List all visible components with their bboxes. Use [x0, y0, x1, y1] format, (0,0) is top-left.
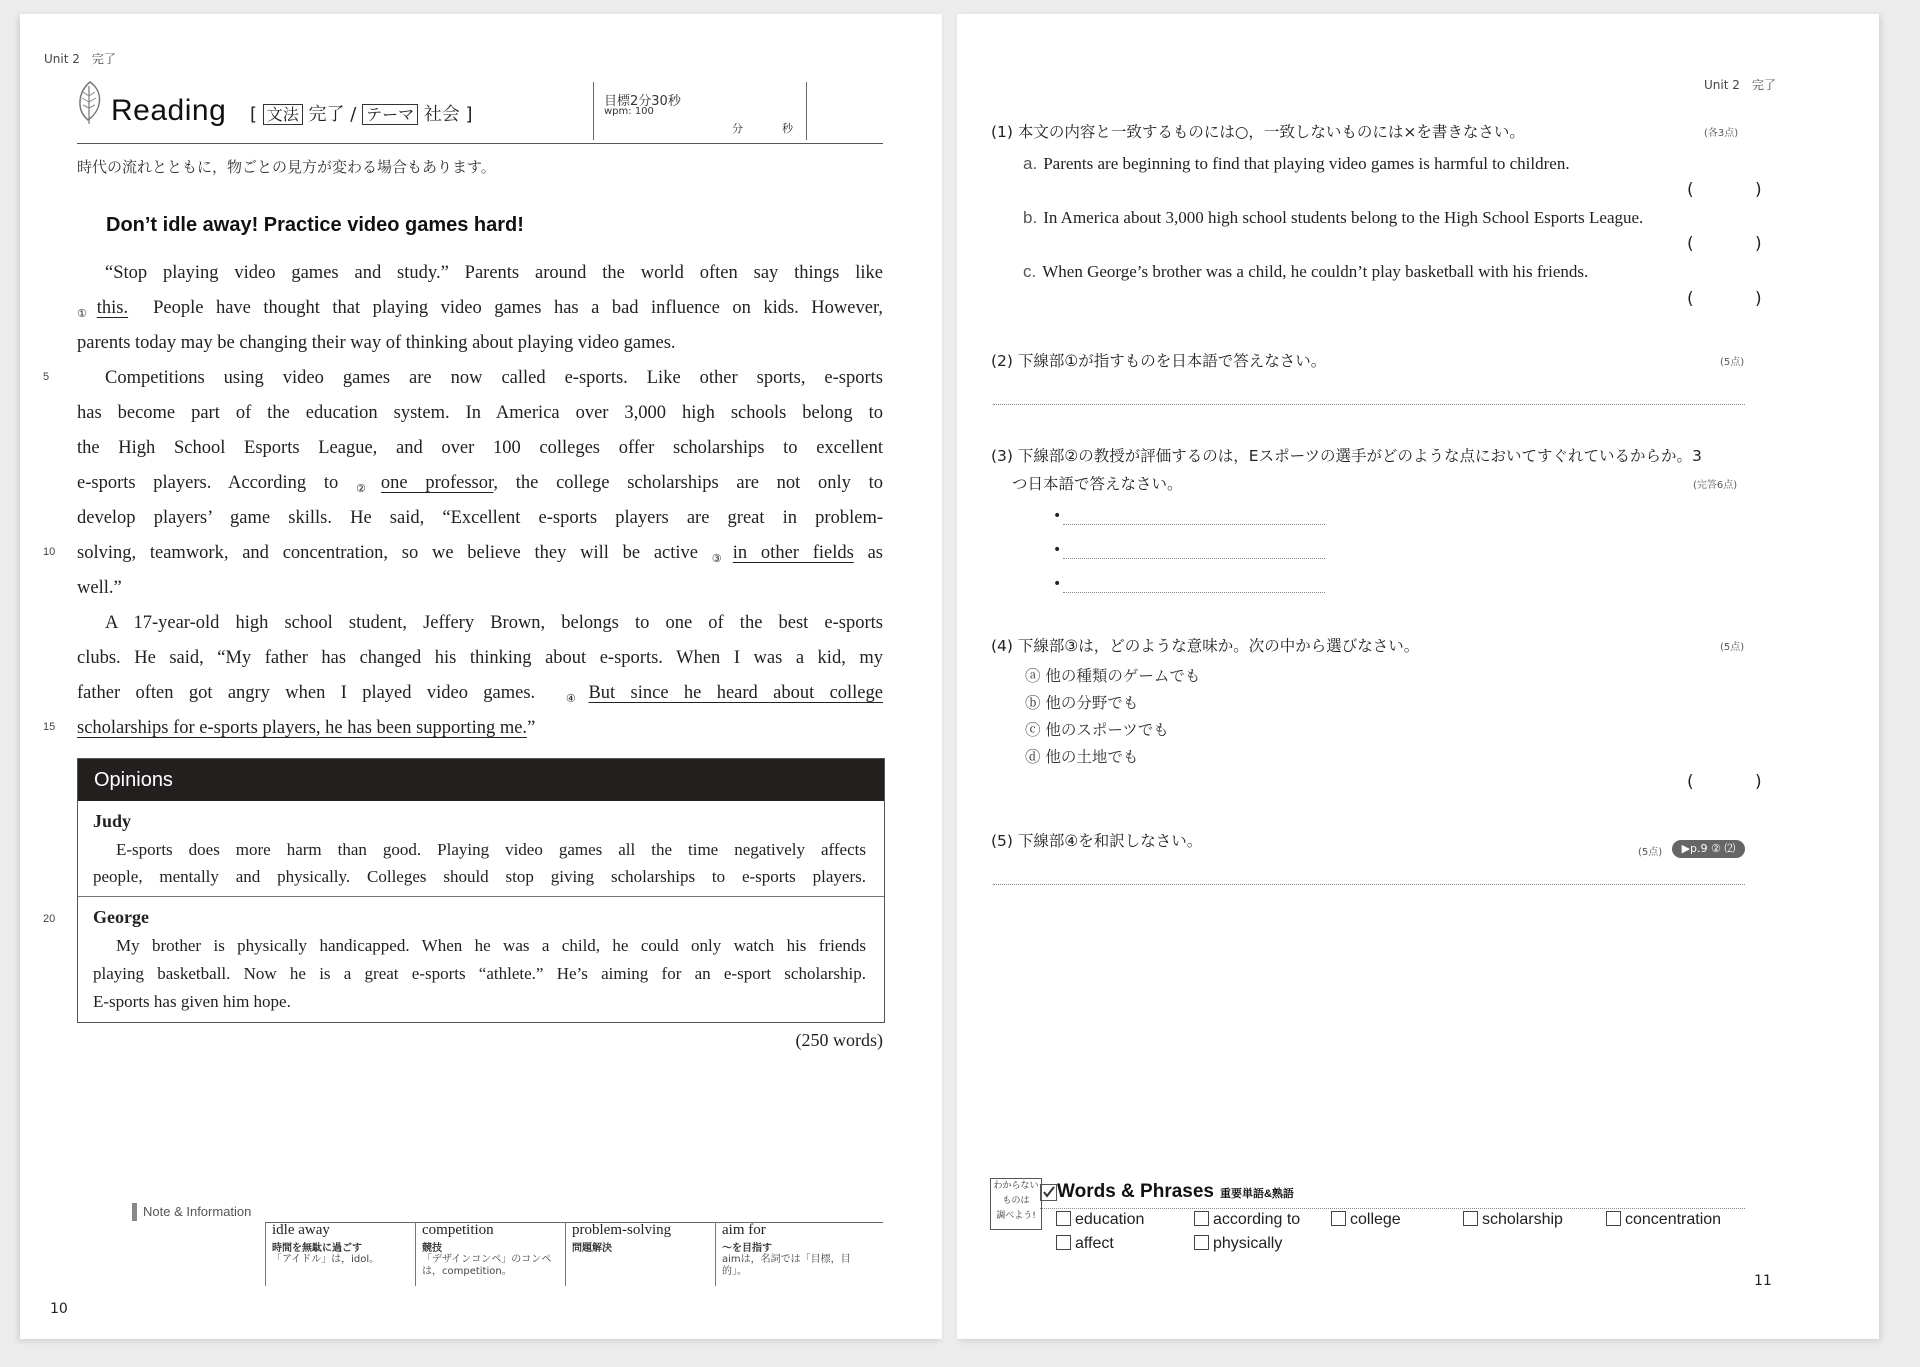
page-number: 11 [1754, 1273, 1772, 1289]
checkbox[interactable] [1056, 1235, 1071, 1250]
checkbox[interactable] [1331, 1211, 1346, 1226]
passage-line: A 17-year-old high school student, Jeffery Brown, belongs to one of the best e-sports [105, 613, 883, 633]
grammar-tag-value: 完了 [308, 104, 345, 125]
passage-line: well.” [77, 578, 122, 598]
unit-label: Unit 2 完了 [44, 52, 116, 66]
bullet: • [1053, 576, 1062, 592]
target-time-label: 目標2分30秒 [604, 94, 681, 109]
option-b: b. In America about 3,000 high school students belong to the High School Esports League. [1023, 208, 1644, 227]
option-a: a. Parents are beginning to find that playing video games is harmful to children. [1023, 154, 1570, 173]
points-q1: (各3点) [1704, 128, 1739, 139]
note-meaning: 時間を無駄に過ごす [272, 1243, 362, 1254]
line-text: e-sports players. According to [77, 473, 339, 493]
line-text: , the college scholarships are not only to [493, 473, 884, 493]
choice-a: ⓐ 他の種類のゲームでも [1025, 667, 1201, 685]
bullet: • [1053, 542, 1062, 558]
note-desc: 「デザインコンペ」のコンペは，competition。 [422, 1254, 552, 1277]
underline-1: this. [96, 298, 129, 318]
passage-line: Competitions using video games are now called e-sports. Like other sports, e-sports [105, 368, 883, 388]
opinion-line: E-sports has given him hope. [93, 992, 291, 1011]
words-phrases-title: Words & Phrases 重要単語&熟語 [1057, 1181, 1294, 1202]
note-item [415, 1222, 560, 1286]
page-reference-badge: ▶p.9 ② ⑵ [1672, 840, 1745, 858]
note-item [265, 1222, 412, 1286]
note-term: problem-solving [572, 1222, 672, 1238]
line-number: 20 [43, 913, 56, 925]
note-tab: Note & Information [132, 1203, 251, 1221]
note-desc: aimは，名詞では「目標，目的」。 [722, 1254, 851, 1277]
left-page [20, 14, 942, 1339]
answer-line-q3-3[interactable] [1063, 591, 1325, 593]
lookup-label-box: わからない ものは 調べよう! [990, 1178, 1042, 1230]
passage-line: the High School Esports League, and over 100 colleges offer scholarships to excellent [77, 438, 883, 458]
passage-title: Don’t idle away! Practice video games hard! [106, 214, 524, 236]
vocab-item[interactable]: physically [1194, 1235, 1282, 1253]
grammar-tag-label: 文法 [263, 104, 303, 125]
topic-tags [250, 100, 473, 126]
passage-line [77, 293, 883, 329]
check-icon [1040, 1184, 1057, 1201]
passage-line [77, 713, 883, 743]
question-2: (2) 下線部①が指すものを日本語で答えなさい。 [991, 352, 1327, 370]
note-meaning: 問題解決 [572, 1243, 612, 1254]
points-q4: (5点) [1720, 642, 1745, 653]
opinion-line: playing basketball. Now he is a great e-sports “athlete.” He’s aiming for an e-sport scholarship. [93, 964, 866, 983]
note-term: competition [422, 1222, 494, 1238]
underline-4-cont: scholarships for e-sports players, he has been supporting me. [77, 718, 528, 738]
line-number: 15 [43, 721, 56, 733]
checkbox[interactable] [1194, 1235, 1209, 1250]
note-item [565, 1222, 712, 1286]
passage-line [77, 678, 883, 714]
words-phrases-rule [1040, 1208, 1745, 1209]
opinion-line: E-sports does more harm than good. Playing video games all the time negatively affects [116, 840, 866, 859]
note-term: idle away [272, 1222, 330, 1238]
line-text: father often got angry when I played video games. [77, 683, 536, 703]
question-4: (4) 下線部③は，どのような意味か。次の中から選びなさい。 [991, 637, 1420, 655]
vocab-item[interactable]: scholarship [1463, 1211, 1563, 1229]
underline-3: in other fields [732, 543, 854, 563]
opinions-box [77, 758, 885, 1023]
opinion-divider [78, 896, 884, 897]
marker-1: ① [77, 307, 95, 320]
opinions-heading: Opinions [78, 759, 884, 801]
seconds-label: 秒 [782, 122, 793, 135]
note-meaning: ～を目指す [722, 1243, 772, 1254]
minutes-label: 分 [732, 122, 743, 135]
intro-text: 時代の流れとともに，物ごとの見方が変わる場合もあります。 [77, 158, 496, 176]
note-term: aim for [722, 1222, 766, 1238]
opinion-line: people, mentally and physically. Colleges should stop giving scholarships to e-sports players. [93, 867, 866, 886]
answer-paren-c[interactable]: ( ) [1687, 289, 1790, 309]
right-page [957, 14, 1879, 1339]
question-5: (5) 下線部④を和訳しなさい。 [991, 832, 1203, 850]
opinion-name-judy: Judy [93, 811, 132, 831]
vocab-item[interactable]: according to [1194, 1211, 1300, 1229]
answer-line-q3-1[interactable] [1063, 523, 1325, 525]
note-item [715, 1222, 872, 1286]
opinion-name-george: George [93, 907, 149, 927]
line-number: 5 [43, 371, 50, 383]
wpm-label: wpm: 100 [604, 106, 654, 117]
line-text: solving, teamwork, and concentration, so we believe they will be active [77, 543, 699, 563]
marker-4: ④ [565, 692, 587, 705]
checkbox[interactable] [1463, 1211, 1478, 1226]
word-count: (250 words) [795, 1030, 883, 1050]
checkbox[interactable] [1194, 1211, 1209, 1226]
note-desc: 「アイドル」は，idol。 [272, 1254, 380, 1265]
answer-line-q5[interactable] [993, 883, 1745, 885]
answer-paren-q4[interactable]: ( ) [1687, 772, 1790, 792]
bullet: • [1053, 508, 1062, 524]
theme-tag-label: テーマ [362, 104, 418, 125]
answer-paren-b[interactable]: ( ) [1687, 234, 1790, 254]
vocab-item[interactable]: concentration [1606, 1211, 1721, 1229]
answer-line-q2[interactable] [993, 403, 1745, 405]
passage-line: “Stop playing video games and study.” Parents around the world often say things like [105, 263, 883, 283]
points-q3: (完答6点) [1693, 480, 1738, 491]
option-c: c. When George’s brother was a child, he couldn’t play basketball with his friends. [1023, 262, 1589, 281]
reading-title: Reading [111, 94, 227, 127]
points-q2: (5点) [1720, 357, 1745, 368]
line-text: ” [527, 718, 536, 738]
choice-d: ⓓ 他の土地でも [1025, 748, 1139, 766]
question-3-line1: (3) 下線部②の教授が評価するのは，Eスポーツの選手がどのような点においてすぐれているからか。3 [991, 447, 1702, 465]
target-time-box [593, 82, 807, 140]
passage-line [77, 468, 883, 504]
unit-label: Unit 2 完了 [1704, 78, 1776, 92]
passage-line: has become part of the education system. In America over 3,000 high schools belong to [77, 403, 883, 423]
theme-tag-value: 社会 [423, 104, 460, 125]
passage-line: parents today may be changing their way of thinking about playing video games. [77, 333, 676, 353]
marker-3: ③ [711, 552, 731, 565]
passage-line [77, 538, 883, 574]
vocab-item[interactable]: education [1056, 1211, 1144, 1229]
line-text: People have thought that playing video games has a bad influence on kids. However, [153, 298, 883, 318]
points-q5: (5点) [1638, 847, 1663, 858]
line-number: 10 [43, 546, 56, 558]
vocab-item[interactable]: college [1331, 1211, 1401, 1229]
checkbox[interactable] [1056, 1211, 1071, 1226]
line-text: as [867, 543, 883, 563]
choice-c: ⓒ 他のスポーツでも [1025, 721, 1169, 739]
answer-line-q3-2[interactable] [1063, 557, 1325, 559]
note-meaning: 競技 [422, 1243, 442, 1254]
question-1: (1) 本文の内容と一致するものには○，一致しないものには×を書きなさい。 [991, 123, 1525, 141]
vocab-item[interactable]: affect [1056, 1235, 1114, 1253]
bracket-open: [ [250, 104, 258, 125]
answer-paren-a[interactable]: ( ) [1687, 180, 1790, 200]
bracket-close: ] [465, 104, 473, 125]
checkbox[interactable] [1606, 1211, 1621, 1226]
underline-2: one professor [380, 473, 494, 493]
marker-2: ② [355, 482, 379, 495]
passage-line: clubs. He said, “My father has changed his thinking about e-sports. When I was a kid, my [77, 648, 883, 668]
header-rule [77, 143, 883, 144]
passage-line: develop players’ game skills. He said, “Excellent e-sports players are great in problem- [77, 508, 883, 528]
choice-b: ⓑ 他の分野でも [1025, 694, 1139, 712]
underline-4: But since he heard about college [588, 683, 883, 703]
opinion-line: My brother is physically handicapped. When he was a child, he could only watch his friends [116, 936, 866, 955]
tag-separator: / [350, 104, 357, 125]
question-3-line2: つ日本語で答えなさい。 [1012, 475, 1183, 493]
leaf-icon [74, 80, 106, 126]
page-number: 10 [50, 1301, 68, 1317]
